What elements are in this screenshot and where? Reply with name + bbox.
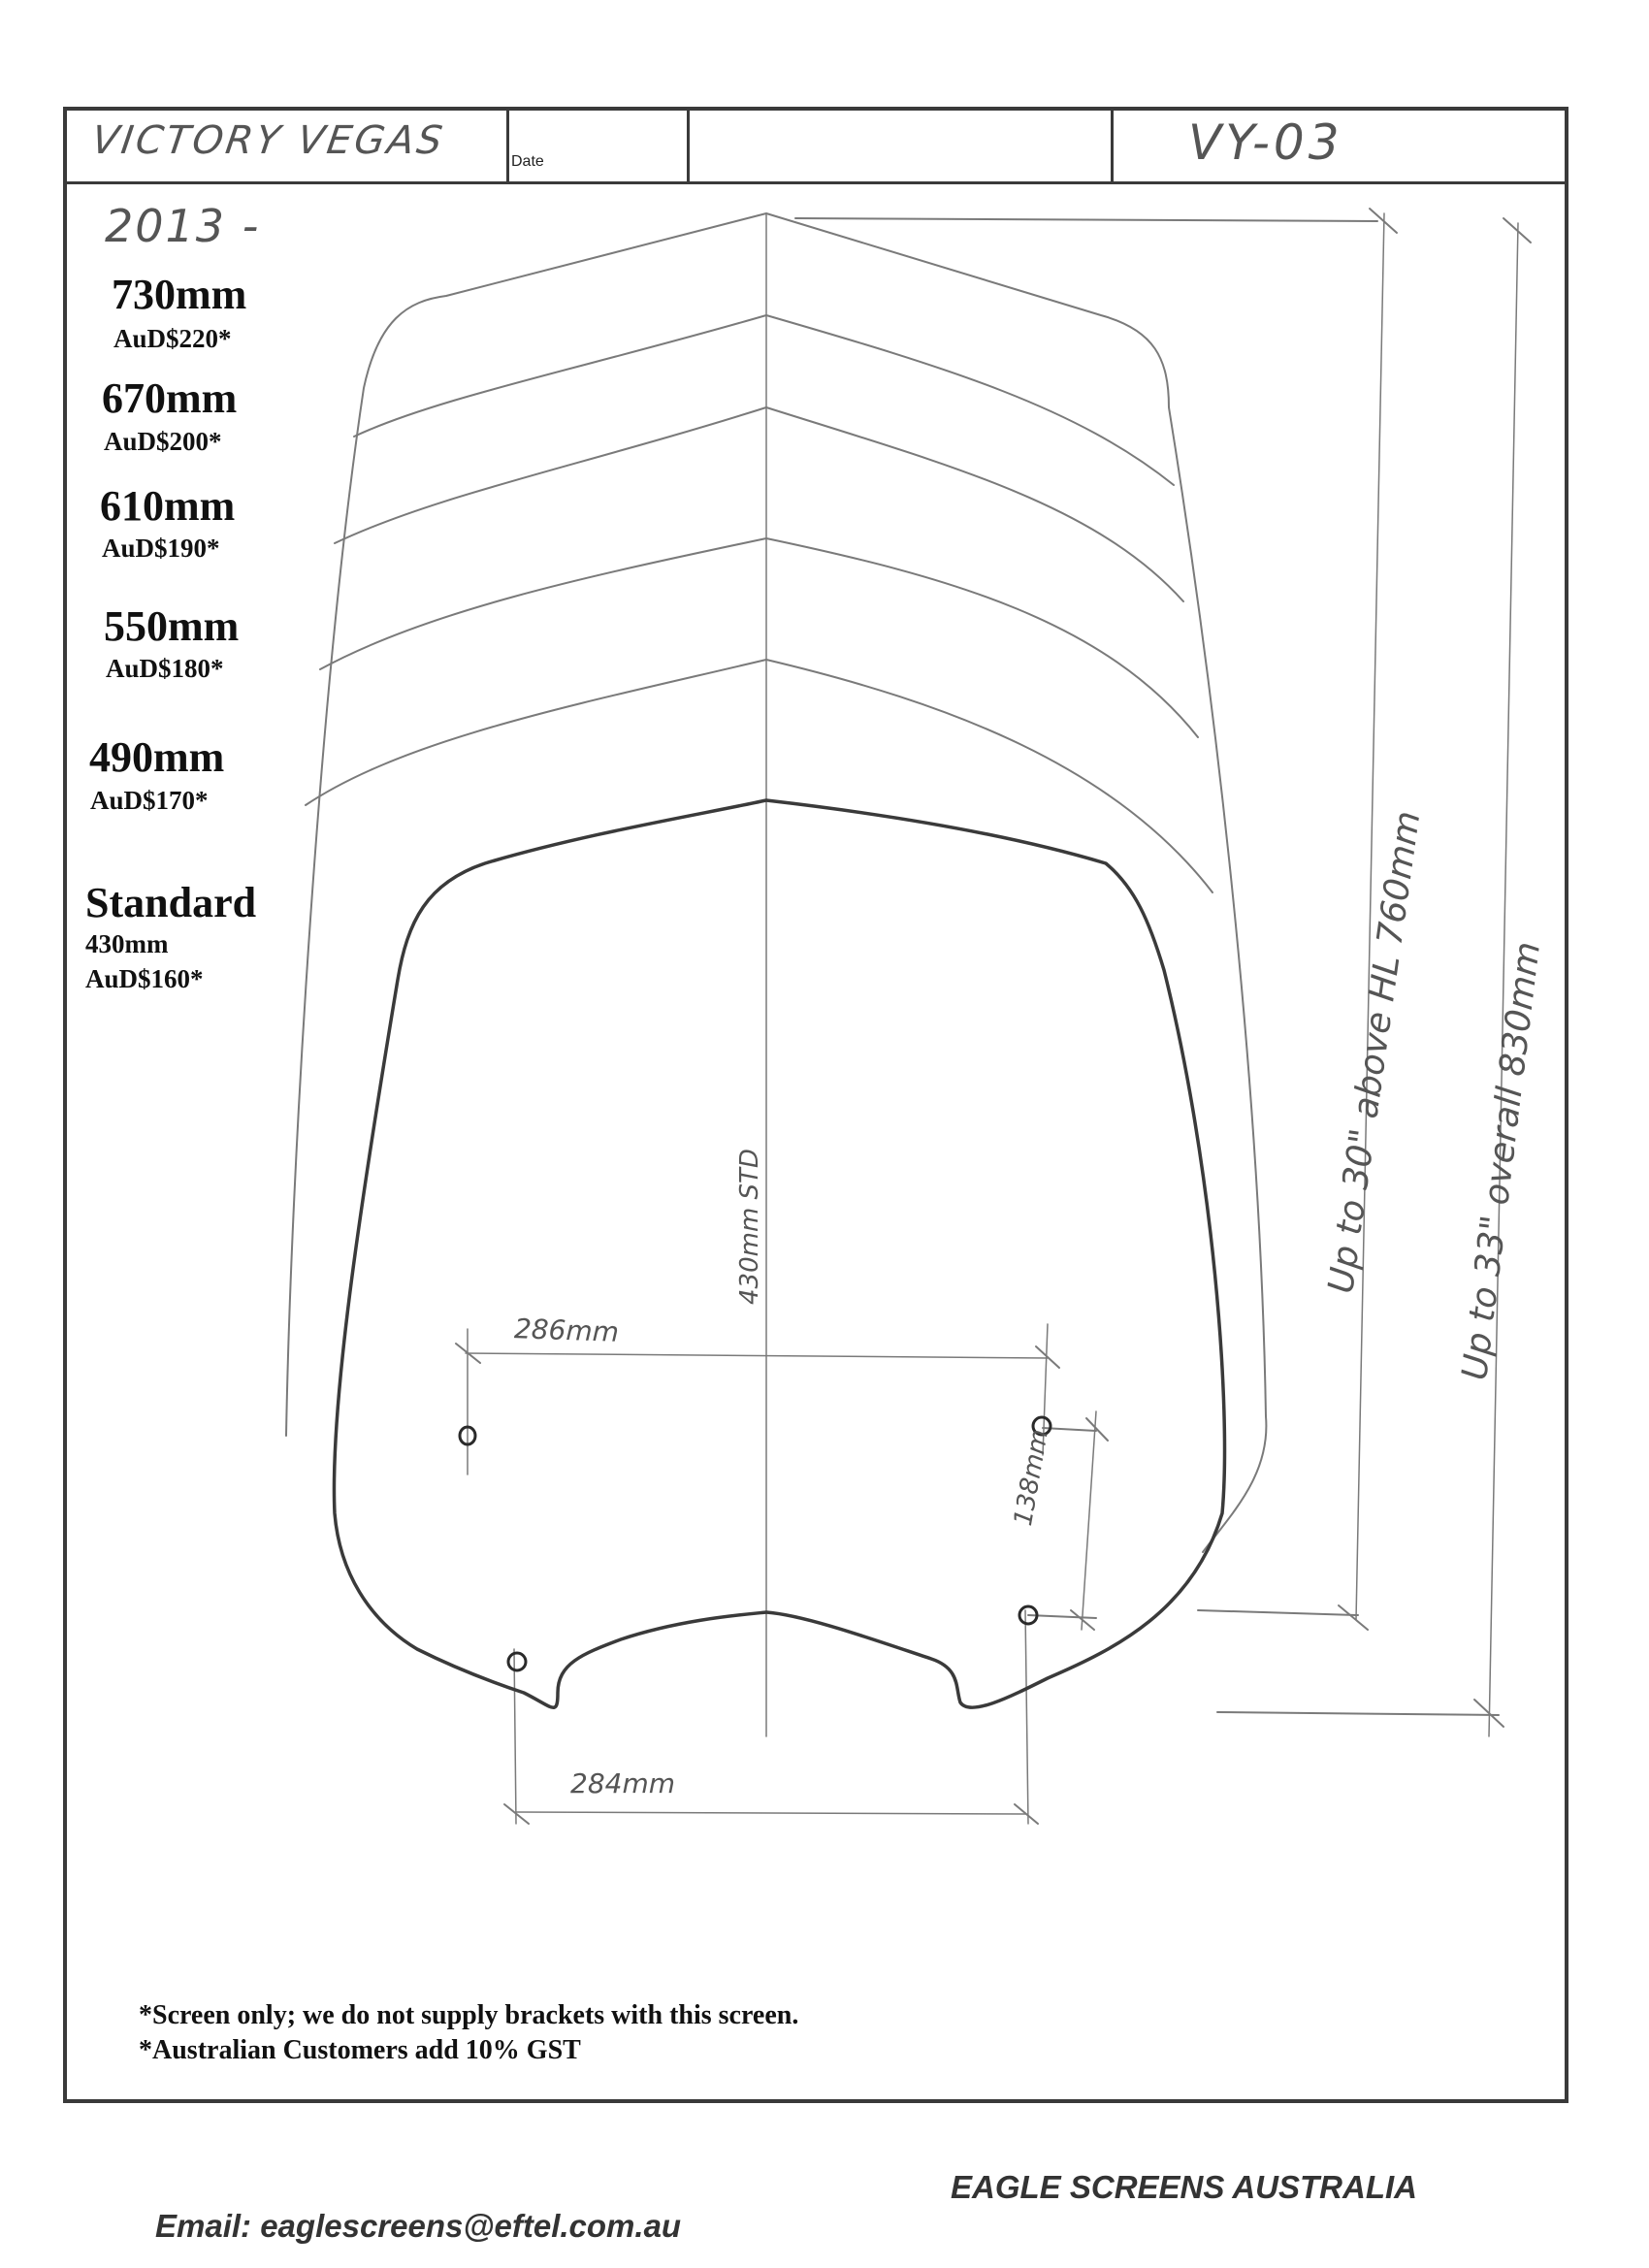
standard-height: 430mm [85, 929, 169, 958]
center-height-label: 430mm STD [735, 1149, 764, 1305]
size-490-price: AuD$170* [90, 786, 209, 815]
note-brackets: *Screen only; we do not supply brackets with this screen. [139, 2000, 799, 2030]
standard-price: AuD$160* [85, 964, 204, 993]
mounting-holes [460, 1417, 1051, 1670]
overall-height-label: Up to 33" overall 830mm [1455, 939, 1549, 1382]
size-670-price: AuD$200* [104, 427, 222, 456]
part-code: VY-03 [1188, 114, 1343, 171]
model-name: VICTORY VEGAS [88, 118, 448, 163]
size-670-height: 670mm [102, 374, 238, 422]
size-610-price: AuD$190* [102, 534, 220, 563]
company-name: EAGLE SCREENS AUSTRALIA [951, 2169, 1417, 2205]
standard-label: Standard [85, 879, 257, 926]
above-headlight-label: Up to 30" above HL 760mm [1321, 808, 1429, 1296]
size-490-height: 490mm [89, 733, 225, 781]
note-gst: *Australian Customers add 10% GST [139, 2035, 581, 2065]
standard-screen-outline [334, 800, 1224, 1707]
top-hole-spacing-label: 286mm [513, 1312, 620, 1348]
size-550-price: AuD$180* [106, 654, 224, 683]
email-address[interactable]: Email: eaglescreens@eftel.com.au [155, 2208, 682, 2244]
bottom-hole-spacing-label: 284mm [570, 1767, 675, 1799]
size-610-height: 610mm [100, 482, 236, 530]
size-730-height: 730mm [112, 271, 247, 318]
side-hole-spacing-label: 138mm [1009, 1427, 1054, 1529]
size-550-height: 550mm [104, 602, 240, 650]
date-label: Date [511, 153, 544, 170]
model-year: 2013 - [105, 200, 261, 252]
size-730-price: AuD$220* [113, 324, 232, 353]
